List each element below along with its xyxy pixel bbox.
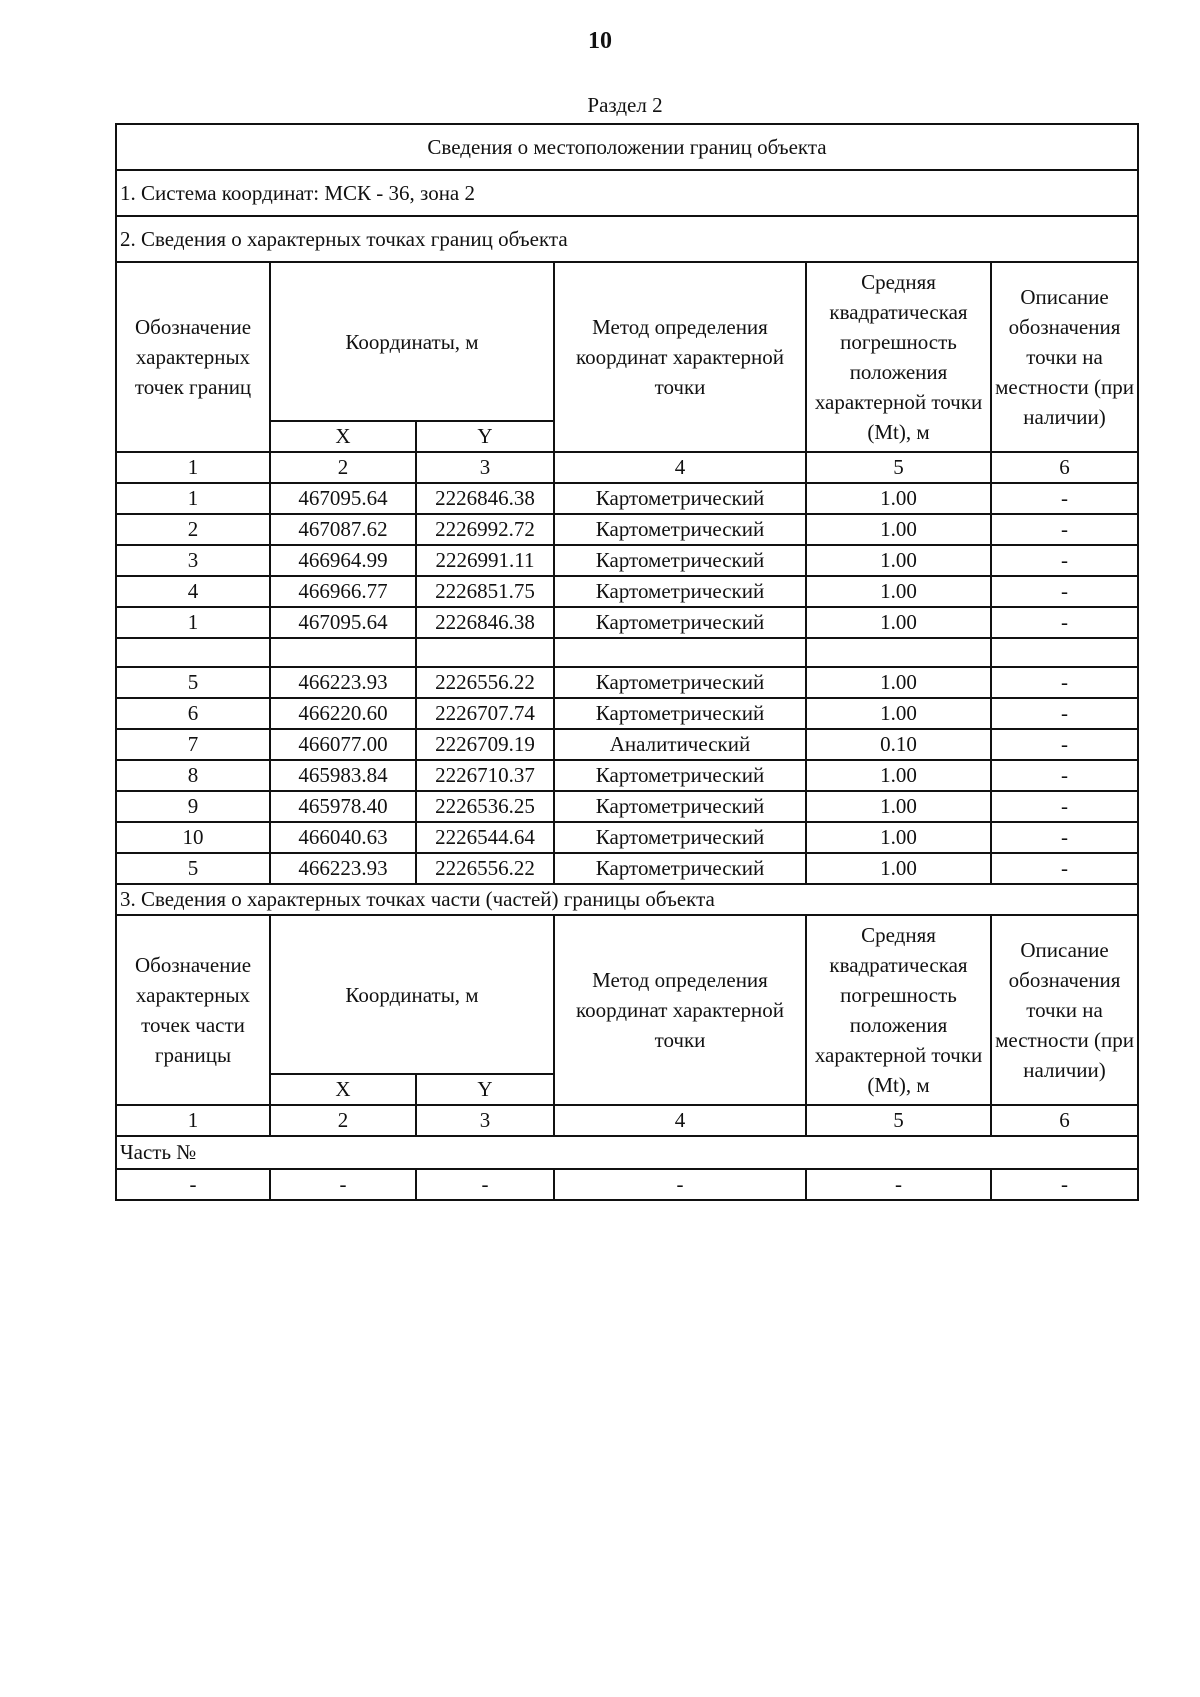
coord-x: 466223.93 — [270, 853, 416, 884]
coord-x: 466964.99 — [270, 545, 416, 576]
coord-x: 466077.00 — [270, 729, 416, 760]
coord-x: 467095.64 — [270, 607, 416, 638]
point-id: 10 — [116, 822, 270, 853]
table-row — [116, 791, 1138, 822]
part-cell: - — [554, 1169, 806, 1200]
parts-header-error: Средняя квадратическая погрешность положения характерной точки (Mt), м — [806, 915, 991, 1105]
table-row — [116, 853, 1138, 884]
description: - — [991, 760, 1138, 791]
coord-y: 2226556.22 — [416, 853, 554, 884]
coord-x: 466220.60 — [270, 698, 416, 729]
empty-row — [116, 638, 1138, 667]
table-row — [116, 576, 1138, 607]
column-number: 1 — [116, 452, 270, 483]
table-row — [116, 729, 1138, 760]
header-x: X — [270, 421, 416, 452]
coord-y: 2226536.25 — [416, 791, 554, 822]
coord-y: 2226544.64 — [416, 822, 554, 853]
parts-header-method: Метод определения координат характерной точки — [554, 915, 806, 1105]
parts-header-coordinates: Координаты, м — [270, 915, 554, 1074]
table-row — [116, 667, 1138, 698]
coord-y: 2226846.38 — [416, 607, 554, 638]
description: - — [991, 514, 1138, 545]
method: Картометрический — [554, 760, 806, 791]
mt-value: 0.10 — [806, 729, 991, 760]
method: Картометрический — [554, 853, 806, 884]
description: - — [991, 607, 1138, 638]
part-row — [116, 1169, 1138, 1200]
points-section-title: 2. Сведения о характерных точках границ объекта — [116, 216, 1138, 262]
coord-x: 465983.84 — [270, 760, 416, 791]
table-row — [116, 698, 1138, 729]
point-id: 9 — [116, 791, 270, 822]
coord-x: 466223.93 — [270, 667, 416, 698]
coord-x: 466040.63 — [270, 822, 416, 853]
parts-header-y: Y — [416, 1074, 554, 1105]
mt-value: 1.00 — [806, 760, 991, 791]
description: - — [991, 698, 1138, 729]
point-id: 8 — [116, 760, 270, 791]
part-cell: - — [991, 1169, 1138, 1200]
point-id: 3 — [116, 545, 270, 576]
method: Картометрический — [554, 791, 806, 822]
section-label: Раздел 2 — [587, 93, 663, 117]
coord-y: 2226710.37 — [416, 760, 554, 791]
coord-y: 2226851.75 — [416, 576, 554, 607]
mt-value: 1.00 — [806, 791, 991, 822]
point-id: 5 — [116, 853, 270, 884]
parts-header-description: Описание обозначения точки на местности (при наличии) — [991, 915, 1138, 1105]
parts-column-number: 1 — [116, 1105, 270, 1136]
method: Картометрический — [554, 545, 806, 576]
point-id: 6 — [116, 698, 270, 729]
mt-value: 1.00 — [806, 545, 991, 576]
description: - — [991, 729, 1138, 760]
description: - — [991, 667, 1138, 698]
column-number: 4 — [554, 452, 806, 483]
coord-system: 1. Система координат: МСК - 36, зона 2 — [116, 170, 1138, 216]
coord-y: 2226707.74 — [416, 698, 554, 729]
table-row — [116, 760, 1138, 791]
table-row — [116, 483, 1138, 514]
method: Картометрический — [554, 698, 806, 729]
description: - — [991, 822, 1138, 853]
mt-value: 1.00 — [806, 822, 991, 853]
part-cell: - — [416, 1169, 554, 1200]
method: Картометрический — [554, 607, 806, 638]
coord-x: 467095.64 — [270, 483, 416, 514]
method: Картометрический — [554, 483, 806, 514]
description: - — [991, 853, 1138, 884]
parts-column-number: 5 — [806, 1105, 991, 1136]
header-coordinates: Координаты, м — [270, 262, 554, 421]
column-number: 2 — [270, 452, 416, 483]
mt-value: 1.00 — [806, 514, 991, 545]
point-id: 7 — [116, 729, 270, 760]
table-row — [116, 822, 1138, 853]
parts-column-number: 2 — [270, 1105, 416, 1136]
mt-value: 1.00 — [806, 483, 991, 514]
header-y: Y — [416, 421, 554, 452]
coord-y: 2226556.22 — [416, 667, 554, 698]
description: - — [991, 545, 1138, 576]
mt-value: 1.00 — [806, 698, 991, 729]
parts-column-number: 6 — [991, 1105, 1138, 1136]
table-title: Сведения о местоположении границ объекта — [116, 124, 1138, 170]
coord-y: 2226991.11 — [416, 545, 554, 576]
part-cell: - — [270, 1169, 416, 1200]
mt-value: 1.00 — [806, 576, 991, 607]
mt-value: 1.00 — [806, 667, 991, 698]
point-id: 2 — [116, 514, 270, 545]
method: Картометрический — [554, 667, 806, 698]
parts-header-designation: Обозначение характерных точек части границы — [116, 915, 270, 1105]
coord-x: 465978.40 — [270, 791, 416, 822]
description: - — [991, 791, 1138, 822]
table-row — [116, 545, 1138, 576]
parts-column-number: 4 — [554, 1105, 806, 1136]
column-number: 6 — [991, 452, 1138, 483]
point-id: 1 — [116, 607, 270, 638]
method: Картометрический — [554, 514, 806, 545]
method: Аналитический — [554, 729, 806, 760]
description: - — [991, 483, 1138, 514]
mt-value: 1.00 — [806, 853, 991, 884]
coord-x: 467087.62 — [270, 514, 416, 545]
header-description: Описание обозначения точки на местности (при наличии) — [991, 262, 1138, 452]
method: Картометрический — [554, 822, 806, 853]
header-error: Средняя квадратическая погрешность положения характерной точки (Mt), м — [806, 262, 991, 452]
mt-value: 1.00 — [806, 607, 991, 638]
point-id: 5 — [116, 667, 270, 698]
point-id: 4 — [116, 576, 270, 607]
part-label: Часть № — [116, 1136, 1138, 1169]
column-number: 3 — [416, 452, 554, 483]
coord-y: 2226709.19 — [416, 729, 554, 760]
coord-y: 2226992.72 — [416, 514, 554, 545]
header-designation: Обозначение характерных точек границ — [116, 262, 270, 452]
method: Картометрический — [554, 576, 806, 607]
parts-header-x: X — [270, 1074, 416, 1105]
parts-column-number: 3 — [416, 1105, 554, 1136]
coord-y: 2226846.38 — [416, 483, 554, 514]
part-cell: - — [806, 1169, 991, 1200]
table-row — [116, 514, 1138, 545]
page-number: 10 — [588, 28, 612, 54]
table-row — [116, 607, 1138, 638]
boundary-table — [115, 123, 1139, 1201]
parts-section-title: 3. Сведения о характерных точках части (частей) границы объекта — [116, 884, 1138, 915]
part-cell: - — [116, 1169, 270, 1200]
coord-x: 466966.77 — [270, 576, 416, 607]
header-method: Метод определения координат характерной точки — [554, 262, 806, 452]
column-number: 5 — [806, 452, 991, 483]
description: - — [991, 576, 1138, 607]
point-id: 1 — [116, 483, 270, 514]
